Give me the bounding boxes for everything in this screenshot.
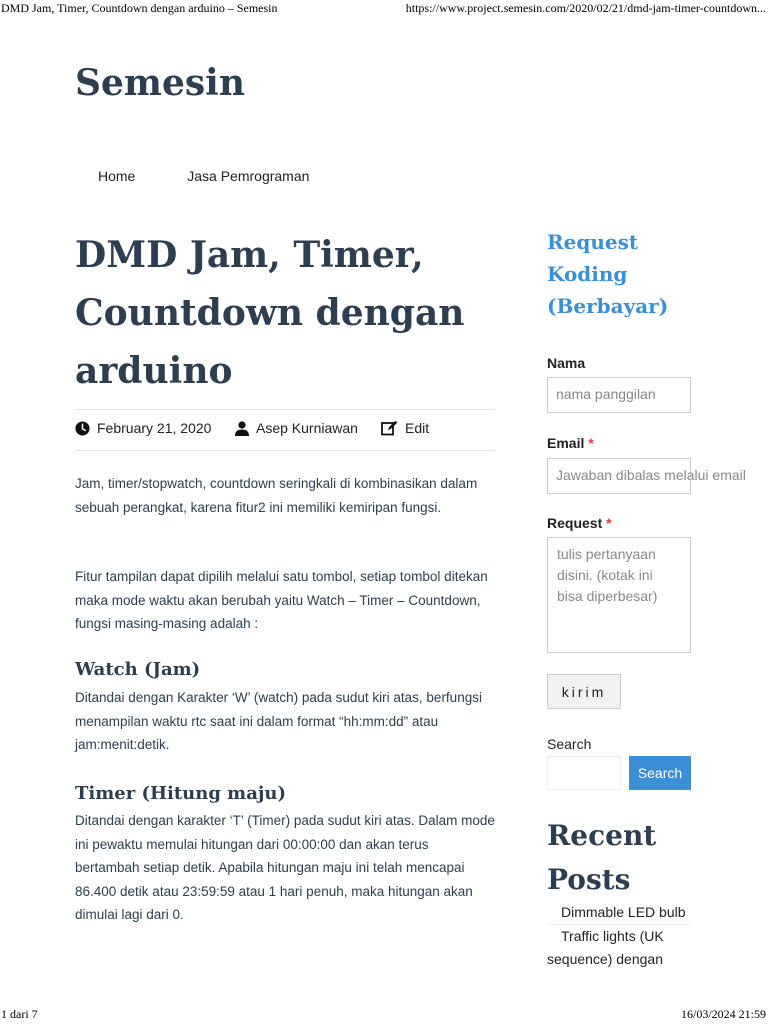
print-url: https://www.project.semesin.com/2020/02/21/dmd-jam-timer-countdown...	[405, 1, 766, 15]
nav-jasa-pemrograman[interactable]: Jasa Pemrograman	[187, 168, 310, 184]
post-author[interactable]	[235, 420, 358, 436]
watch-text: Ditandai dengan Karakter ‘W’ (watch) pada sudut kiri atas, berfungsi menampilan waktu rtc saat ini dalam format “hh:mm:dd” atau jam:menit:detik.	[75, 690, 482, 752]
post-edit-text: Edit	[405, 420, 430, 436]
recent-post-item[interactable]: Dimmable LED bulb	[547, 901, 691, 925]
print-page-number: 1 dari 7	[1, 1007, 38, 1021]
print-footer	[0, 1008, 768, 1024]
post-date[interactable]	[75, 420, 211, 436]
user-icon	[235, 421, 249, 436]
recent-post-item[interactable]: Traffic lights (UK sequence) dengan	[547, 928, 664, 967]
post-title: DMD Jam, Timer, Countdown dengan arduino	[75, 234, 465, 392]
nama-label	[547, 355, 585, 371]
kirim-button[interactable]: kirim	[547, 674, 621, 709]
request-textarea[interactable]	[547, 537, 691, 653]
print-header	[0, 0, 768, 16]
post-intro	[75, 472, 495, 519]
site-title[interactable]: Semesin	[75, 62, 246, 104]
clock-icon	[75, 421, 90, 436]
main-nav	[98, 168, 357, 184]
nama-label-text: Nama	[547, 355, 586, 371]
post-date-text: February 21, 2020	[97, 420, 212, 436]
search-input[interactable]	[547, 756, 621, 790]
search-label: Search	[547, 736, 592, 752]
post-edit-link[interactable]	[381, 420, 429, 436]
timer-section	[75, 809, 495, 927]
watch-heading: Watch (Jam)	[75, 659, 201, 680]
recent-posts-title: Recent Posts	[547, 819, 657, 896]
email-label-text: Email	[547, 435, 585, 451]
request-placeholder: tulis pertanyaan disini. (kotak ini bisa diperbesar)	[557, 546, 658, 604]
request-label	[547, 515, 612, 531]
print-datetime: 16/03/2024 21:59	[680, 1007, 766, 1021]
timer-heading: Timer (Hitung maju)	[75, 783, 287, 804]
paragraph-intro: Jam, timer/stopwatch, countdown seringkali di kombinasikan dalam sebuah perangkat, karena fitur2 ini memiliki kemiripan fungsi.	[75, 476, 478, 515]
email-label	[547, 435, 594, 451]
print-page-title: DMD Jam, Timer, Countdown dengan arduino – Semesin	[1, 1, 278, 15]
watch-section	[75, 686, 495, 757]
request-label-text: Request	[547, 515, 603, 531]
nav-home[interactable]: Home	[98, 168, 136, 184]
email-required-mark: *	[588, 435, 594, 451]
request-required-mark: *	[606, 515, 612, 531]
nama-field[interactable]	[547, 377, 691, 413]
nama-placeholder: nama panggilan	[556, 386, 656, 402]
email-placeholder: Jawaban dibalas melalui email	[556, 467, 746, 483]
post-author-text: Asep Kurniawan	[256, 420, 358, 436]
request-koding-title: Request Koding (Berbayar)	[547, 230, 669, 318]
search-button[interactable]: Search	[629, 756, 691, 790]
paragraph-features: Fitur tampilan dapat dipilih melalui satu tombol, setiap tombol ditekan maka mode waktu akan berubah yaitu Watch – Timer – Countdown, fungsi masing-masing adalah :	[75, 569, 488, 631]
post-para2	[75, 565, 495, 636]
post-meta	[75, 409, 495, 451]
edit-icon	[381, 420, 398, 436]
email-field[interactable]	[547, 458, 746, 494]
timer-text: Ditandai dengan karakter ‘T’ (Timer) pada sudut kiri atas. Dalam mode ini pewaktu memulai hitungan dari 00:00:00 dan akan terus bertambah setiap detik. Apabila hitungan maju ini telah mencapai 86.400 detik atau 23:59:59 atau 1 hari penuh, maka hitungan akan dimulai lagi dari 0.	[75, 813, 495, 922]
